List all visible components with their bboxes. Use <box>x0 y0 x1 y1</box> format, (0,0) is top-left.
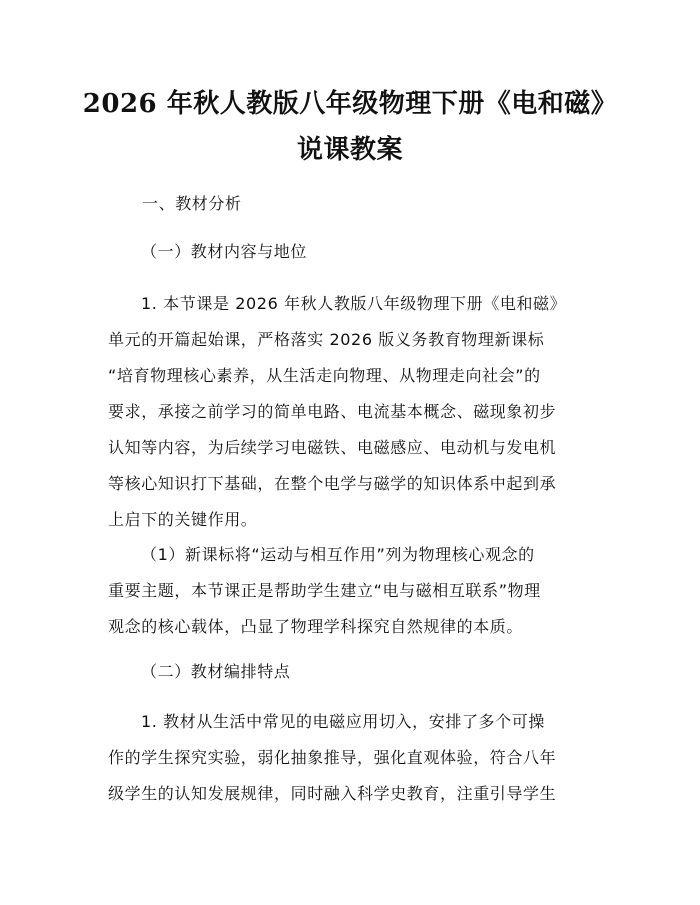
document-title-line-1: 2026 年秋人教版八年级物理下册《电和磁》 <box>82 89 618 119</box>
paragraph-line: 要求，承接之前学习的简单电路、电流基本概念、磁现象初步 <box>108 402 557 421</box>
paragraph-line: “培育物理核心素养，从生活走向物理、从物理走向社会”的 <box>108 366 541 385</box>
paragraph-line: 认知等内容，为后续学习电磁铁、电磁感应、电动机与发电机 <box>108 438 557 457</box>
paragraph-content-position <box>108 286 608 538</box>
paragraph-line: 单元的开篇起始课，严格落实 2026 版义务教育物理新课标 <box>108 330 545 349</box>
paragraph-line: 等核心知识打下基础，在整个电学与磁学的知识体系中起到承 <box>108 474 557 493</box>
paragraph-arrangement <box>108 704 608 812</box>
paragraph-line: （1）新课标将“运动与相互作用”列为物理核心观念的 <box>141 545 535 564</box>
document-title-line-2: 说课教案 <box>296 135 403 165</box>
paragraph-line: 观念的核心载体，凸显了物理学科探究自然规律的本质。 <box>108 617 524 636</box>
paragraph-line: 1. 教材从生活中常见的电磁应用切入，安排了多个可操 <box>141 712 545 731</box>
paragraph-line: 作的学生探究实验，弱化抽象推导，强化直观体验，符合八年 <box>108 748 557 767</box>
paragraph-line: 级学生的认知发展规律，同时融入科学史教育，注重引导学生 <box>108 784 557 803</box>
paragraph-curriculum-standard <box>108 537 608 645</box>
section-heading-textbook-analysis: 一、教材分析 <box>142 194 242 213</box>
subsection-heading-arrangement: （二）教材编排特点 <box>141 662 291 681</box>
subsection-heading-content-position: （一）教材内容与地位 <box>141 242 308 261</box>
paragraph-line: 1. 本节课是 2026 年秋人教版八年级物理下册《电和磁》 <box>141 294 567 313</box>
paragraph-line: 上启下的关键作用。 <box>108 510 258 529</box>
paragraph-line: 重要主题，本节课正是帮助学生建立“电与磁相互联系”物理 <box>108 581 541 600</box>
